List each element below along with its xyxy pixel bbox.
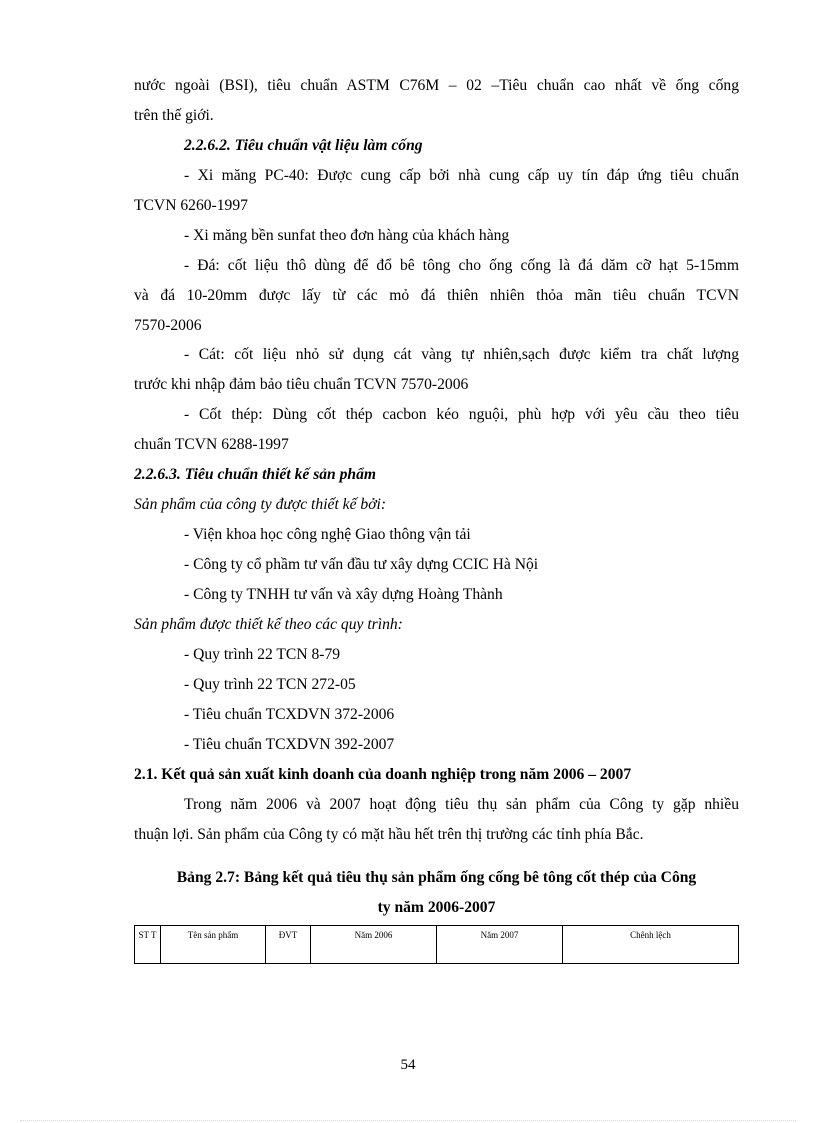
section-heading: 2.1. Kết quả sản xuất kinh doanh của doanh nghiệp trong năm 2006 – 2007 [134,766,632,783]
results-table [134,925,739,964]
paragraph-line: - Xi măng bền sunfat theo đơn hàng của khách hàng [184,227,510,244]
list-item: - Quy trình 22 TCN 272-05 [184,676,356,693]
list-item: - Công ty cổ phầm tư vấn đầu tư xây dựng CCIC Hà Nội [184,556,539,573]
page-bottom-divider [20,1120,796,1121]
paragraph-line: chuẩn TCVN 6288-1997 [134,436,289,453]
header-year-2007: Năm 2007 [437,926,563,964]
section-heading: 2.2.6.3. Tiêu chuẩn thiết kế sản phẩm [134,466,377,483]
paragraph-line: - Xi măng PC-40: Được cung cấp bởi nhà cung cấp uy tín đáp ứng tiêu chuẩn [184,167,739,184]
header-product-name: Tên sản phẩm [161,926,266,964]
section-heading: 2.2.6.2. Tiêu chuẩn vật liệu làm cống [184,137,423,154]
paragraph-line: Trong năm 2006 và 2007 hoạt động tiêu thụ sản phẩm của Công ty gặp nhiều [184,796,739,813]
header-unit: ĐVT [266,926,311,964]
paragraph-line: - Đá: cốt liệu thô dùng để đổ bê tông cho ống cống là đá dăm cỡ hạt 5-15mm [184,257,739,274]
paragraph-line: 7570-2006 [134,317,202,334]
italic-subheading: Sản phẩm được thiết kế theo các quy trình: [134,616,403,633]
list-item: - Viện khoa học công nghệ Giao thông vận tải [184,526,471,543]
list-item: - Tiêu chuẩn TCXDVN 372-2006 [184,706,395,723]
header-year-2006: Năm 2006 [311,926,437,964]
paragraph-line: thuận lợi. Sản phẩm của Công ty có mặt hầu hết trên thị trường các tỉnh phía Bắc. [134,826,644,843]
paragraph-line: trước khi nhập đảm bảo tiêu chuẩn TCVN 7570-2006 [134,376,469,393]
paragraph-line: - Cát: cốt liệu nhỏ sử dụng cát vàng tự nhiên,sạch được kiểm tra chất lượng [184,346,739,363]
table-caption: Bảng 2.7: Bảng kết quả tiêu thụ sản phẩm ống cống bê tông cốt thép của Công [176,869,697,886]
table-header-row [135,926,739,964]
italic-subheading: Sản phẩm của công ty được thiết kế bởi: [134,496,387,513]
paragraph-line: nước ngoài (BSI), tiêu chuẩn ASTM C76M – 02 –Tiêu chuẩn cao nhất về ống cống [134,77,739,94]
table-caption: ty năm 2006-2007 [377,899,496,916]
header-difference: Chênh lệch [563,926,739,964]
page-number: 54 [400,1057,416,1073]
paragraph-line: và đá 10-20mm được lấy từ các mỏ đá thiên nhiên thỏa mãn tiêu chuẩn TCVN [134,287,739,304]
paragraph-line: trên thế giới. [134,107,214,124]
paragraph-line: TCVN 6260-1997 [134,197,248,214]
list-item: - Tiêu chuẩn TCXDVN 392-2007 [184,736,395,753]
header-stt: ST T [135,926,161,964]
list-item: - Công ty TNHH tư vấn và xây dựng Hoàng Thành [184,586,503,603]
paragraph-line: - Cốt thép: Dùng cốt thép cacbon kéo nguội, phù hợp với yêu cầu theo tiêu [184,406,739,423]
list-item: - Quy trình 22 TCN 8-79 [184,646,341,663]
